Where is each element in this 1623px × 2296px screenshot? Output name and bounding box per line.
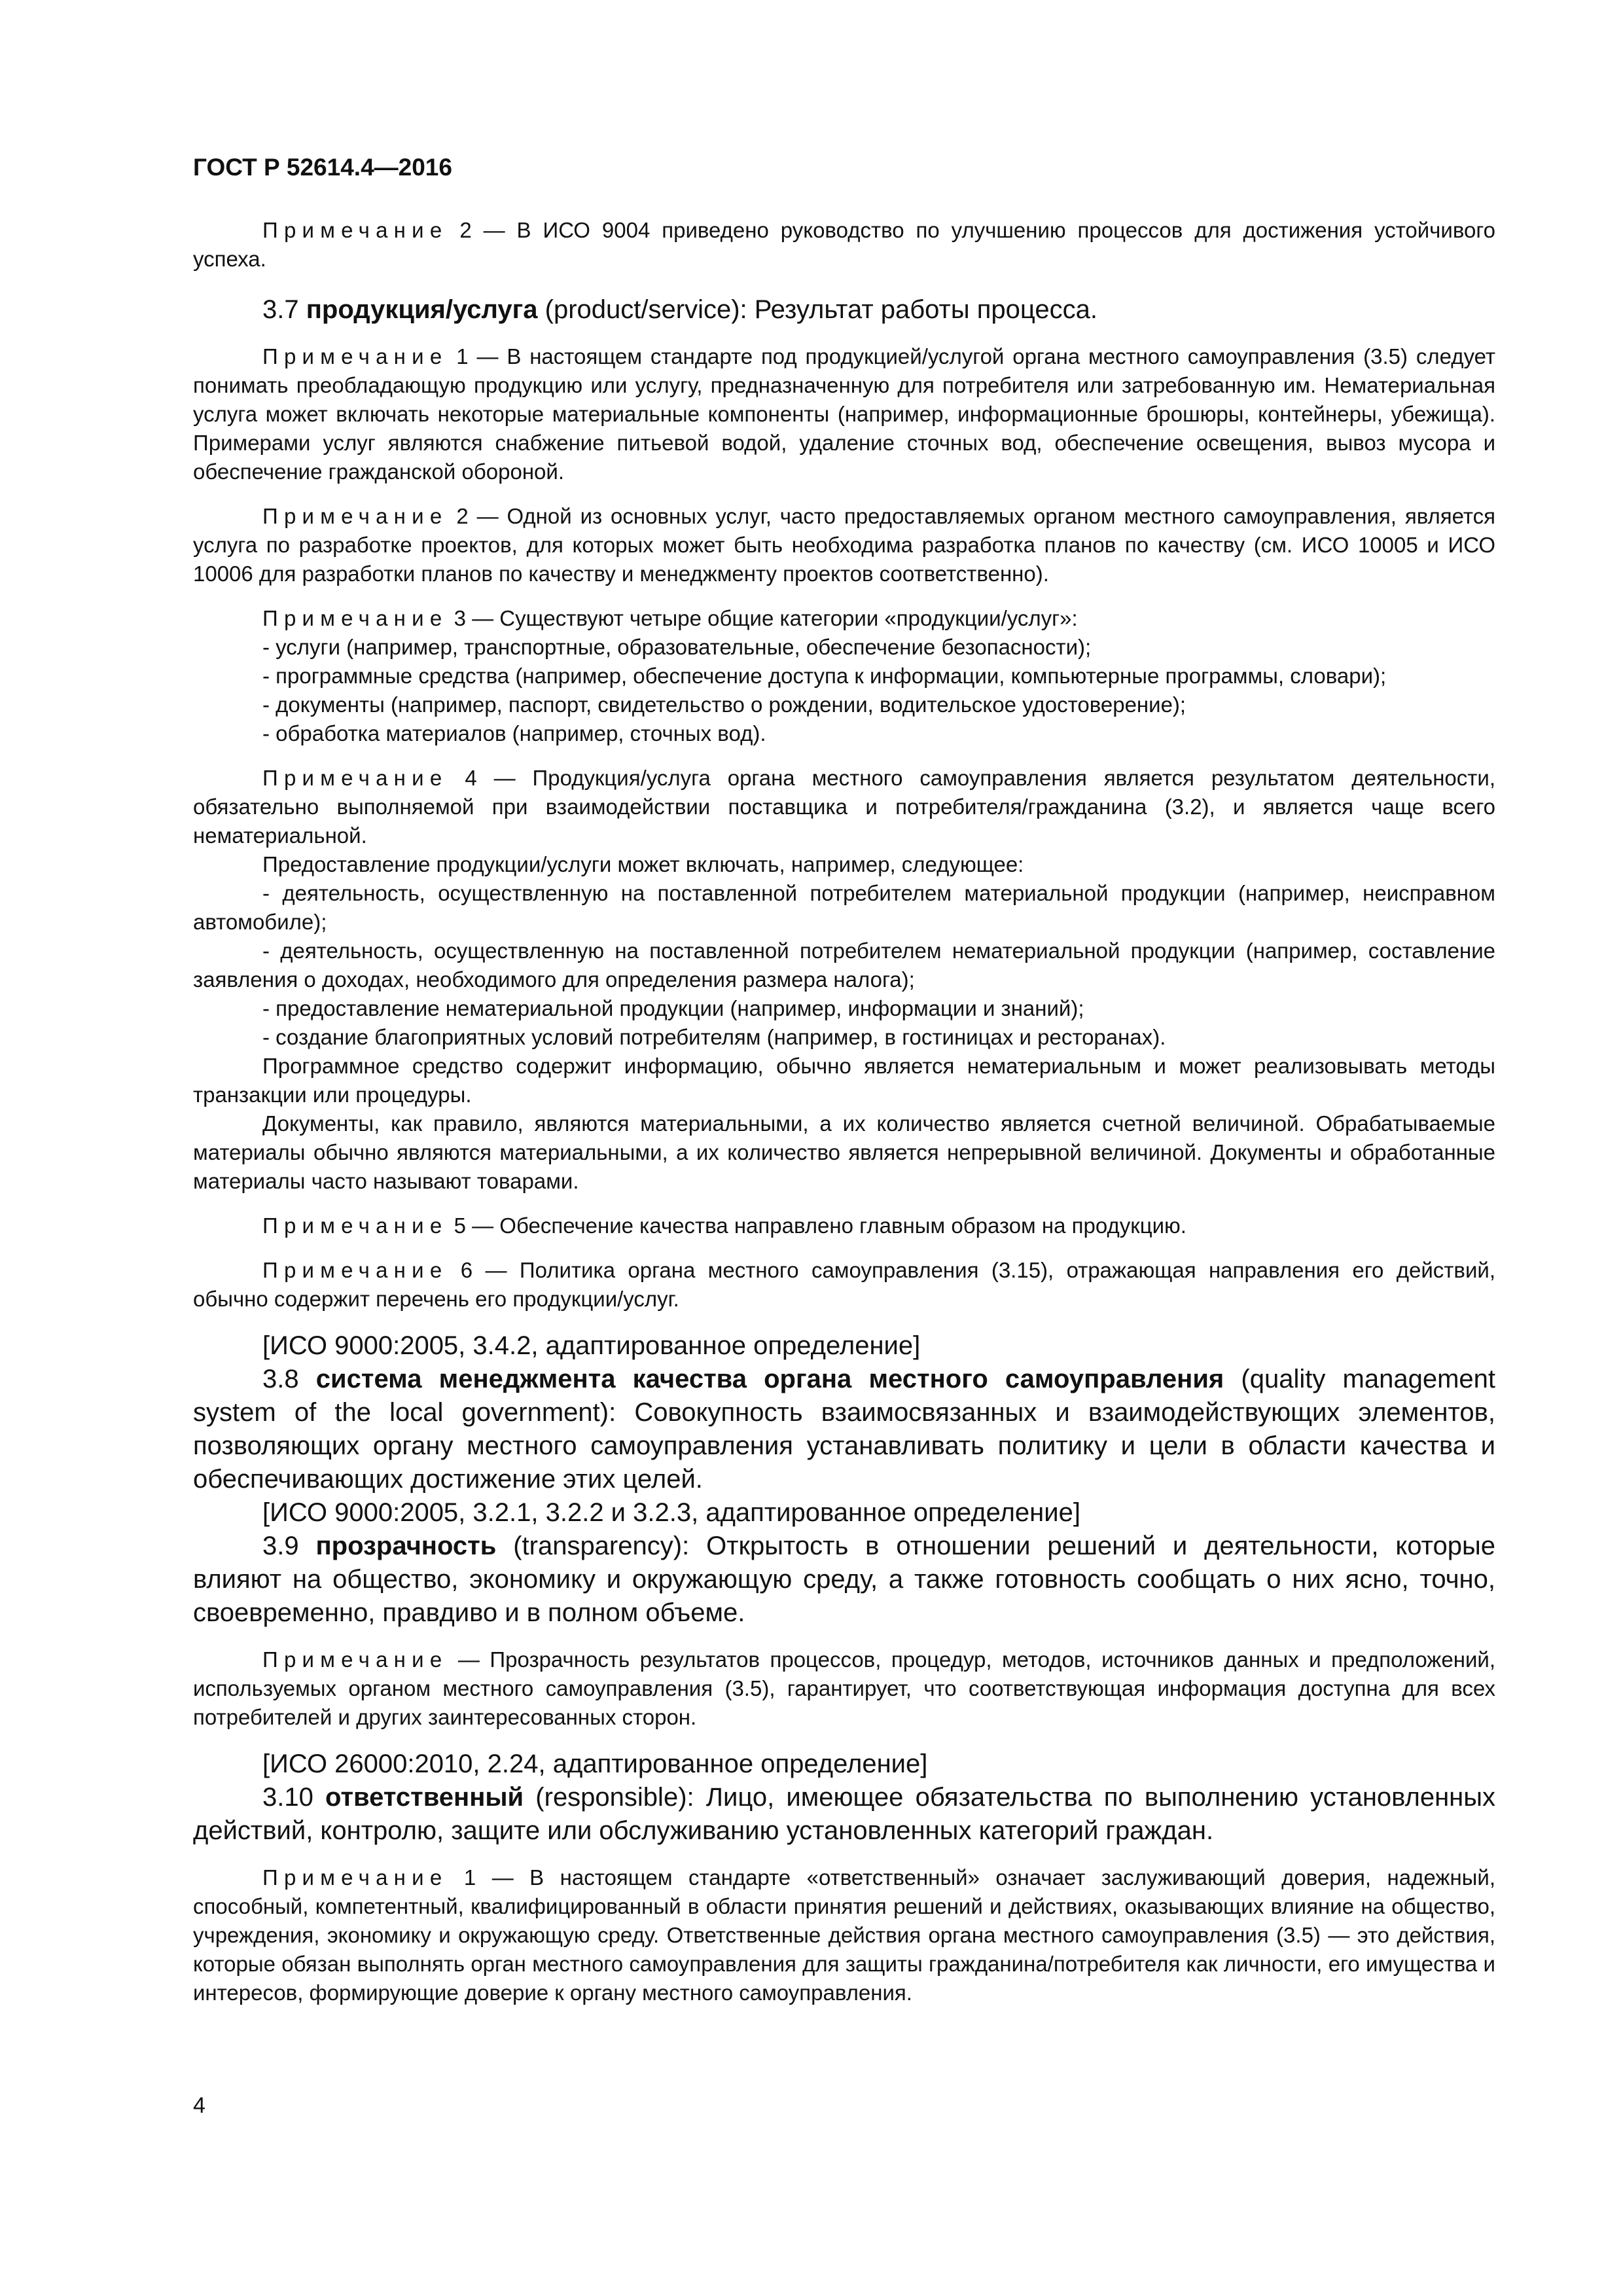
list-item: - деятельность, осуществленную на поставленной потребителем материальной продукции (например, неисправном автомобиле); [193, 881, 1495, 934]
note-label: Примечание [262, 218, 448, 242]
note-3-10-1 [193, 1863, 1495, 2007]
list-item: - предоставление нематериальной продукции (например, информации и знаний); [262, 996, 1084, 1020]
note-label: Примечание [262, 606, 448, 630]
note-text: 1 — В настоящем стандарте «ответственный» означает заслуживающий доверия, надежный, способный, компетентный, квалифицированный в области принятия решений и действиях, оказывающих влияние на общество, учреждения, экономику и окружающую среду. Ответственные действия органа местного самоуправления (3.5) — это действия, которые обязан выполнять орган местного самоуправления для защиты гражданина/потребителя как личности, его имущества и интересов, формирующие доверие к органу местного самоуправления. [193, 1865, 1495, 2005]
page-number: 4 [193, 2093, 205, 2118]
note-3-7-3 [193, 604, 1495, 633]
note-label: Примечание [262, 344, 448, 368]
term-number: 3.8 [262, 1365, 316, 1393]
note-text: 1 — В настоящем стандарте под продукцией/услугой органа местного самоуправления (3.5) следует понимать преобладающую продукцию или услугу, предназначенную для потребителя или затребованную им. Нематериальная услуга может включать некоторые материальные компоненты (например, информационные брошюры, контейнеры, убежища). Примерами услуг являются снабжение питьевой водой, удаление сточных вод, обеспечение освещения, вывоз мусора и обеспечение гражданской обороной. [193, 344, 1495, 484]
term-3-10 [193, 1781, 1495, 1848]
term-3-7 [193, 293, 1495, 327]
term-3-9 [193, 1530, 1495, 1630]
note-3-7-2 [193, 502, 1495, 588]
term-definition: (quality management system of the local government): Совокупность взаимосвязанных и взаимодействующих элементов, позволяющих органу местного самоуправления устанавливать политику и цели в области качества и обеспечивающих достижение этих целей. [193, 1365, 1495, 1494]
note-continuation: Предоставление продукции/услуги может включать, например, следующее: [262, 852, 1024, 876]
note-3-7-1 [193, 342, 1495, 486]
note-label: Примечание [262, 504, 448, 528]
note-label: Примечание [262, 1865, 448, 1890]
list-item: - обработка материалов (например, сточных вод). [262, 721, 766, 745]
note-continuation: Программное средство содержит информацию, обычно является нематериальным и может реализовывать методы транзакции или процедуры. [193, 1054, 1495, 1107]
term-name: ответственный [325, 1783, 524, 1812]
term-name: система менеджмента качества органа местного самоуправления [315, 1365, 1224, 1393]
list-item: - документы (например, паспорт, свидетельство о рождении, водительское удостоверение); [262, 692, 1186, 717]
list-item: - программные средства (например, обеспечение доступа к информации, компьютерные программы, словари); [262, 664, 1387, 688]
note-text: 5 — Обеспечение качества направлено главным образом на продукцию. [448, 1213, 1186, 1238]
note-label: Примечание [262, 1647, 448, 1672]
note-label: Примечание [262, 766, 448, 790]
note-text: 2 — В ИСО 9004 приведено руководство по улучшению процессов для достижения устойчивого успеха. [193, 218, 1495, 271]
term-name: продукция/услуга [306, 295, 538, 324]
note-3-9 [193, 1645, 1495, 1732]
note-text: 6 — Политика органа местного самоуправления (3.15), отражающая направления его действий, обычно содержит перечень его продукции/услуг. [193, 1258, 1495, 1311]
note-label: Примечание [262, 1213, 448, 1238]
reference-3-8: [ИСО 9000:2005, 3.2.1, 3.2.2 и 3.2.3, адаптированное определение] [262, 1498, 1080, 1527]
term-number: 3.9 [262, 1532, 316, 1560]
list-item: - деятельность, осуществленную на поставленной потребителем нематериальной продукции (например, составление заявления о доходах, необходимого для определения размера налога); [193, 939, 1495, 992]
term-number: 3.7 [262, 295, 306, 324]
list-item: - создание благоприятных условий потребителям (например, в гостиницах и ресторанах). [262, 1025, 1166, 1049]
note-3-6-2 [193, 216, 1495, 274]
note-text: 3 — Существуют четыре общие категории «продукции/услуг»: [448, 606, 1078, 630]
note-text: 2 — Одной из основных услуг, часто предоставляемых органом местного самоуправления, является услуга по разработке проектов, для которых может быть необходима разработка планов по качеству (см. ИСО 10005 и ИСО 10006 для разработки планов по качеству и менеджменту проектов соответственно). [193, 504, 1495, 586]
note-label: Примечание [262, 1258, 448, 1282]
term-3-8 [193, 1363, 1495, 1496]
term-definition: (responsible): Лицо, имеющее обязательства по выполнению установленных действий, контролю, защите или обслуживанию установленных категорий граждан. [193, 1783, 1495, 1845]
note-continuation: Документы, как правило, являются материальными, а их количество является счетной величиной. Обрабатываемые материалы обычно являются материальными, а их количество является непрерывной величиной. Документы и обработанные материалы часто называют товарами. [193, 1111, 1495, 1193]
note-text: 4 — Продукция/услуга органа местного самоуправления является результатом деятельности, обязательно выполняемой при взаимодействии поставщика и потребителя/гражданина (3.2), и является чаще всего нематериальной. [193, 766, 1495, 848]
term-definition: (product/service): Результат работы процесса. [537, 295, 1097, 324]
term-number: 3.10 [262, 1783, 326, 1812]
reference-3-9: [ИСО 26000:2010, 2.24, адаптированное определение] [262, 1749, 928, 1778]
note-text: — Прозрачность результатов процессов, процедур, методов, источников данных и предположений, используемых органом местного самоуправления (3.5), гарантирует, что соответствующая информация доступна для всех потребителей и других заинтересованных сторон. [193, 1647, 1495, 1729]
list-item: - услуги (например, транспортные, образовательные, обеспечение безопасности); [262, 635, 1092, 659]
note-3-7-6 [193, 1256, 1495, 1314]
note-3-7-5 [193, 1211, 1495, 1240]
term-definition: (transparency): Открытость в отношении решений и деятельности, которые влияют на общество, экономику и окружающую среду, а также готовность сообщать о них ясно, точно, своевременно, правдиво и в полном объеме. [193, 1532, 1496, 1627]
page-content [193, 152, 1495, 2007]
note-3-7-4 [193, 764, 1495, 850]
reference-3-7: [ИСО 9000:2005, 3.4.2, адаптированное определение] [262, 1331, 921, 1360]
document-header: ГОСТ Р 52614.4—2016 [193, 154, 452, 181]
term-name: прозрачность [315, 1532, 497, 1560]
